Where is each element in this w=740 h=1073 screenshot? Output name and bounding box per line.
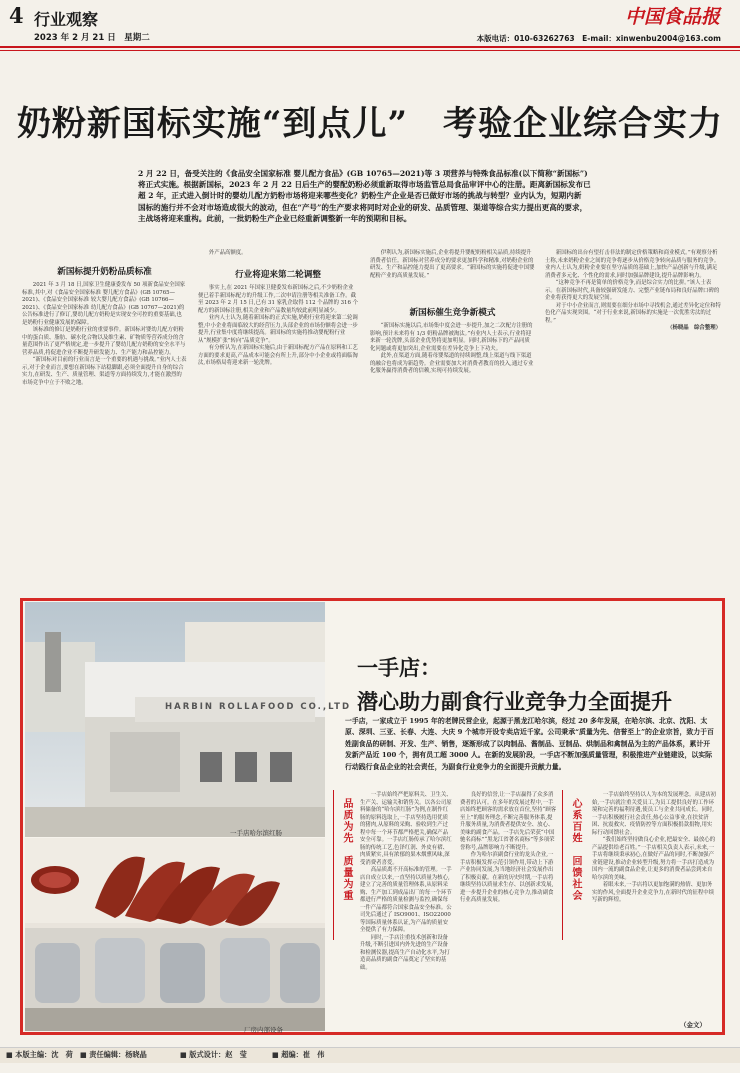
vertical-rule: [333, 790, 334, 940]
main-headline: 奶粉新国标实施“到点儿” 考验企业综合实力: [16, 104, 724, 144]
article-column-1: [22, 282, 187, 592]
lead-line: 将正式实施。根据新国标，2023 年 2 月 22 日后生产的婴配奶粉必须重新取得市场监管总局食品审评中心的注册。距离新国标发布已: [138, 180, 591, 190]
paragraph: 作为哈尔滨副食行业的龙头企业,一手店积极发挥示范引领作用,带动上下游产业协同发展,为当地经济社会发展作出了积极贡献。在新的历史时期,一手店将继续坚持以质量求生存、以创新求发展,进一步提升企业的核心竞争力,推动副食行业高质量发展。: [460, 852, 554, 903]
paragraph: 着眼未来,一手店将以更加饱满的热情、更加务实的作风,全面提升企业竞争力,在新时代的征程中续写新的辉煌。: [592, 882, 715, 903]
author-credit: （杨晓晶 综合整理）: [667, 325, 721, 331]
paragraph: 对于中小企业而言,则需要在细分市场中寻找机会,通过差异化定位和特色化产品实现突围。“对于行业来说,新国标的实施是一次优胜劣汰的过程。”: [545, 302, 721, 324]
paragraph: “我们始终坚持做良心企业,把最安全、最放心的产品提供给老百姓。”一手店相关负责人表示,未来,一手店将继续秉承初心,在做好产品的同时,不断加强产业链建设,推动企业转型升级,努力将一手店打造成为国内一流的副食品企业,让更多的消费者品尝到来自哈尔滨的美味。: [592, 837, 716, 881]
photo-caption-bottom: 厂房内部设备: [244, 1026, 283, 1034]
issue-date: 2023 年 2 月 21 日 星期二: [34, 33, 150, 43]
paragraph: “新国标实施以后,市场集中度会进一步提升,加之二次配方注册的影响,预计未来将有 1/3 奶粉品牌被淘汰。”有业内人士表示,行业将迎来新一轮洗牌,头部企业优势将更加明显。同时,新国标下的产品同质化问题或将更加突出,企业需要在差异化竞争上下功夫。: [370, 323, 533, 352]
footer-designer: ■ 版式设计：赵 莹: [180, 1050, 247, 1059]
paragraph: 新国标的出台有望打击非法的制定价格策略和商业模式。”有观察分析士称,未来奶粉企业之间的竞争将逐步从价格竞争转向品质与服务的竞争。业内人士认为,奶粉企业要在坚守品质的基础上,加快产品创新与升级,满足消费者多元化、个性化的需求,同时加强品牌建设,提升品牌影响力。: [545, 250, 720, 279]
feature-column-3: [592, 792, 717, 1018]
article-column-4: [545, 250, 721, 592]
feature-column-1: [360, 792, 452, 1026]
photo-caption-top: 一手店哈尔滨红肠: [230, 829, 282, 837]
feature-title: 一手店：: [357, 655, 441, 680]
paragraph: 事实上,在 2021 年国家卫健委发布新国标之后,不少奶粉企业便已着手新国标配方的升级工作,二次申请注册等相关准备工作。截至 2023 年 2 月 15 日,已有 31 家乳企取得 112 个品牌的 316 个配方的新国标注册,相关企业和产品数量均较此前明显减少。: [198, 285, 358, 314]
footer-duty-editor: ■ 责任编辑：杨晓晶: [80, 1050, 147, 1059]
masthead-logo: 中国食品报: [624, 6, 720, 28]
article-column-2: [198, 285, 358, 591]
feature-author: （金文）: [680, 1021, 706, 1029]
page-number: 4: [9, 3, 24, 28]
paragraph: “这种竞争不再是简单的价格竞争,而是综合实力的比拼。”该人士表示。在新国标时代,具备较强研发能力、完整产业链布局和良好品牌口碑的企业将获得更大的发展空间。: [545, 280, 720, 301]
footer-proofreader: ■ 超编：崔 伟: [272, 1050, 325, 1059]
paragraph: 伊利认为,新国标实施后,企业将提升婴配奶粉相关品质,持续提升消费者信任。新国标对营养成分的要求更加科学和精准,对奶粉企业的研发、生产和品控能力提出了更高要求。“新国标的实施将促进中国婴配粉产业的高质量发展。”: [370, 250, 535, 279]
paragraph: 良好的信誉,让一手店赢得了众多消费者的认可。在多年的发展过程中,一手店始终把顾客的需求放在首位,坚持“顾客至上”的服务理念,不断完善服务体系,提升服务质量,为消费者提供安全、放心、美味的副食产品。一手店先后荣获“中国驰名商标”“黑龙江省著名商标”等多项荣誉称号,品牌影响力不断提升。: [460, 792, 557, 851]
feature-column-2: [460, 792, 557, 1026]
contact-line: 本版电话：010-63262763 E-mail：xinwenbu2004@163.com: [476, 34, 721, 43]
paragraph: “新国标对目前的行业而言是一个重要的机遇与挑战。”业内人士表示,对于企业而言,要想在新国标下站稳脚跟,必须全面提升自身的综合实力,在研发、生产、质量管理、渠道等方面持续发力,才能在激烈的市场竞争中立于不败之地。: [22, 357, 187, 386]
feature-lead: 一手店，一家成立于 1995 年的老牌民营企业，起源于黑龙江哈尔滨，经过 20 多年发展，在哈尔滨、北京、沈阳、太原、深圳、三亚、长春、大连、大庆 9 个城市开设专卖店近千家。公司秉承“质量为先、信誉至上”的企业宗旨，致力于百姓副食品的研制、开发、生产、销售，逐渐形成了以肉制品、酱制品、豆制品、烘制品和禽制品为主的产品体系，累计开发新产品近 100 个，拥有员工超 3000 人。在新的发展阶段，一手店不断加强质量管理，积极推进产业链建设，以实际行动践行食品企业的社会责任，为副食行业竞争力的全面提升贡献力量。: [345, 717, 714, 771]
paragraph: 该标准的修订是奶粉行业的重要事件。新国标对婴幼儿配方奶粉中的蛋白质、脂肪、碳水化合物以及维生素、矿物质等营养成分的含量范围作出了更严格规定,进一步提升了婴幼儿配方奶粉的安全水平与营养品质,将促进企业不断提升研发能力、生产能力和品控能力。: [22, 327, 186, 356]
factory-photo: [25, 602, 352, 837]
column-subhead: 新国标催生竞争新模式: [409, 308, 496, 318]
paragraph: 高品质离不开高标准的管理。一手店自成立以来,一直坚持以质量为核心,建立了完善的质量管理体系,从原料采购、生产加工到成品出厂的每一个环节都进行严格的质量检测与监控,确保每一件产品都符合国家食品安全标准。公司先后通过了 ISO9001、ISO22000 等国际质量体系认证,为产品的质量安全提供了有力保障。: [360, 867, 452, 933]
column-subhead: 新国标提升奶粉品质标准: [57, 267, 152, 277]
article-column-3-top: [370, 250, 535, 294]
section-title: 行业观察: [34, 10, 99, 29]
paragraph: 同时,一手店注重技术创新和设备升级,不断引进国内外先进的生产设备和检测仪器,提高生产自动化水平,为打造高品质的副食产品奠定了坚实的基础。: [360, 934, 450, 971]
paragraph: 外产品高额度。: [208, 250, 247, 256]
lead-paragraph: [138, 168, 616, 224]
factory-sign: HARBIN ROLLAFOOD CO.,LTD: [165, 702, 352, 712]
paragraph: 有分析认为,在新国标实施后,由于新国标配方产品在原料和工艺方面的要求更高,产品成本可能会有所上升,部分中小企业或将面临淘汰,市场格局将迎来新一轮洗牌。: [198, 345, 358, 366]
lead-line: 2 月 22 日，备受关注的《食品安全国家标准 婴儿配方食品》(GB 10765—2021)等 3 项营养与特殊食品标准(以下简称“新国标”): [138, 169, 588, 178]
header-rule: [0, 46, 740, 48]
feature-subtitle: 潜心助力副食行业竞争力全面提升: [357, 689, 672, 714]
footer-editor: ■ 本版主编：沈 荷: [6, 1050, 73, 1059]
paragraph: 一手店始终严把原料关、卫生关、生产关、运输关和销售关。以各公司原料储备的“哈尔滨红肠”为例,在制作红肠的原料选取上,一手店坚持选用优质的猪肉,从原料的采购、验收到生产过程中每一个环节都严格把关,确保产品安全可靠。一手店红肠传承了哈尔滨红肠的传统工艺,色泽红润、外皮有褶、肉质紧实,具有浓郁的果木烟熏风味,深受消费者喜爱。: [360, 792, 452, 866]
article-column-3: [370, 323, 535, 591]
vertical-label-left: 品质为先 质量为重: [341, 798, 352, 902]
paragraph: 一手店始终坚持以人为本的发展理念。从建店初始,一手店就注重关爱员工,为员工提供良好的工作环境和完善的福利待遇,使员工与企业共同成长。同时,一手店积极履行社会责任,热心公益事业,在扶贫济困、抗震救灾、疫情防控等方面积极捐款捐物,用实际行动回馈社会。: [592, 792, 717, 836]
product-equipment-photo: [25, 838, 325, 1031]
column-subhead: 行业将迎来第二轮调整: [235, 270, 321, 280]
lead-line: 超 2 年，正式进入倒计时的婴幼儿配方奶粉市场将迎来哪些变化？奶粉生产企业是否已做好市场的挑战与转型？业内认为，短期内新: [138, 191, 582, 201]
header-rule-thin: [0, 50, 740, 51]
paragraph: 2021 年 3 月 18 日,国家卫生健康委发布 50 项新食品安全国家标准,其中,对《食品安全国家标准 婴儿配方食品》(GB 10765—2021)、《食品安全国家标准 较大婴儿配方食品》(GB 10766—2021)、《食品安全国家标准 幼儿配方食品》(GB 10767—2021)的公告标准进行了修订,婴幼儿配方奶粉是实现安全可控的重要基础,也是奶粉行业健康发展的保障。: [22, 282, 186, 326]
lead-line: 国标的施行并不会对市场造成很大的波动，但在“产号”的生产要求将同时对企业的研发、品质管理、渠道等综合实力提出更高的要求，: [138, 202, 588, 212]
article-column-2-top: [198, 250, 358, 262]
vertical-rule: [562, 790, 563, 940]
paragraph: 业内人士认为,随着新国标的正式实施,奶粉行业将迎来第二轮调整,中小企业将面临较大的经营压力,头部企业的市场份额将会进一步提升,行业集中度将继续提高。新国标的实施将推动婴配粉行业从“规模扩张”转向“品质竞争”。: [198, 315, 358, 344]
lead-line: 主战场将迎来重构。此前，一批奶粉生产企业已经重新调整新一年的预期和目标。: [138, 213, 412, 223]
paragraph: 此外,在渠道方面,随着母婴渠道的持续调整,线上渠道与线下渠道的融合也将成为新趋势。企业需要加大对消费者教育的投入,通过专业化服务赢得消费者的信赖,实现可持续发展。: [370, 353, 534, 374]
vertical-label-right: 心系百姓 回馈社会: [570, 798, 581, 902]
